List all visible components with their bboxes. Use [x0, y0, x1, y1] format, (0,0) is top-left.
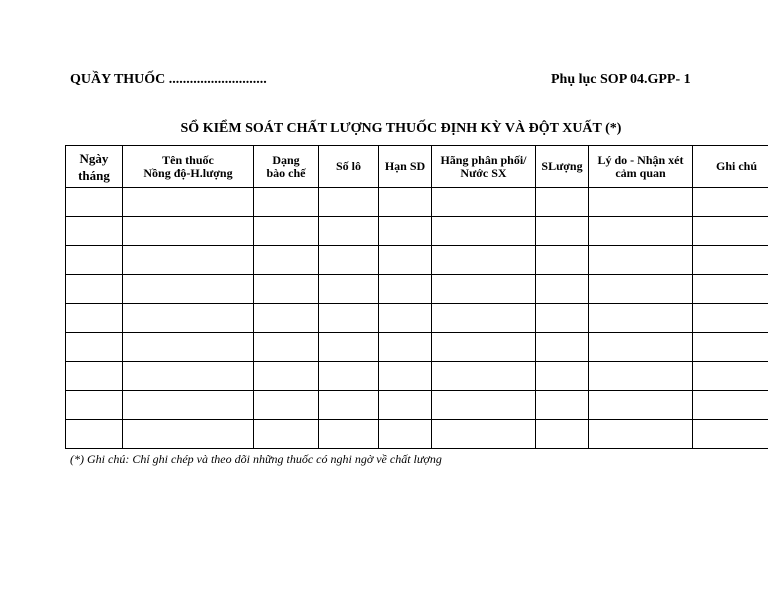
table-cell[interactable] — [254, 246, 319, 275]
table-cell[interactable] — [589, 391, 693, 420]
table-cell[interactable] — [432, 275, 536, 304]
table-cell[interactable] — [66, 420, 123, 449]
table-cell[interactable] — [319, 246, 379, 275]
table-cell[interactable] — [254, 304, 319, 333]
table-cell[interactable] — [123, 217, 254, 246]
table-cell[interactable] — [254, 362, 319, 391]
table-cell[interactable] — [123, 420, 254, 449]
table-cell[interactable] — [66, 188, 123, 217]
table-cell[interactable] — [432, 420, 536, 449]
table-cell[interactable] — [379, 420, 432, 449]
column-header-line: Lý do - Nhận xét — [597, 152, 684, 167]
table-cell[interactable] — [589, 188, 693, 217]
table-cell[interactable] — [379, 333, 432, 362]
table-cell[interactable] — [693, 188, 768, 217]
table-header-row — [66, 146, 768, 188]
table-cell[interactable] — [693, 304, 768, 333]
table-cell[interactable] — [589, 420, 693, 449]
column-header-date — [66, 146, 123, 188]
table-cell[interactable] — [693, 275, 768, 304]
table-cell[interactable] — [693, 246, 768, 275]
table-cell[interactable] — [693, 391, 768, 420]
column-header-notes — [693, 146, 768, 188]
table-cell[interactable] — [123, 188, 254, 217]
table-cell[interactable] — [432, 391, 536, 420]
table-row — [66, 246, 768, 275]
table-row — [66, 362, 768, 391]
table-cell[interactable] — [432, 304, 536, 333]
column-header-line: Hãng phân phối/ — [440, 152, 527, 167]
page-title: SỔ KIỂM SOÁT CHẤT LƯỢNG THUỐC ĐỊNH KỲ VÀ ĐỘT XUẤT (*) — [180, 121, 622, 136]
table-cell[interactable] — [319, 304, 379, 333]
table-cell[interactable] — [536, 246, 589, 275]
table-cell[interactable] — [123, 333, 254, 362]
table-cell[interactable] — [66, 246, 123, 275]
table-cell[interactable] — [536, 420, 589, 449]
table-body — [66, 188, 768, 449]
table-cell[interactable] — [432, 333, 536, 362]
table-cell[interactable] — [589, 362, 693, 391]
column-header-drug-name — [123, 146, 254, 188]
table-cell[interactable] — [254, 217, 319, 246]
column-header-line: Tên thuốc — [162, 152, 214, 167]
table-cell[interactable] — [432, 188, 536, 217]
table-cell[interactable] — [123, 304, 254, 333]
column-header-line: bào chế — [266, 165, 306, 180]
table-cell[interactable] — [379, 304, 432, 333]
table-cell[interactable] — [66, 304, 123, 333]
table-cell[interactable] — [123, 275, 254, 304]
table-cell[interactable] — [536, 275, 589, 304]
appendix-code: Phụ lục SOP 04.GPP- 1 — [551, 72, 691, 87]
pharmacy-name-field: QUẦY THUỐC ............................ — [70, 72, 267, 87]
table-cell[interactable] — [589, 275, 693, 304]
table-row — [66, 391, 768, 420]
table-row — [66, 333, 768, 362]
table-row — [66, 217, 768, 246]
table-cell[interactable] — [536, 217, 589, 246]
column-header-line: tháng — [78, 167, 110, 183]
table-cell[interactable] — [536, 362, 589, 391]
column-header-line: Hạn SD — [384, 159, 426, 173]
column-header-quantity — [536, 146, 589, 188]
table-cell[interactable] — [319, 188, 379, 217]
table-cell[interactable] — [693, 362, 768, 391]
table-cell[interactable] — [693, 217, 768, 246]
table-cell[interactable] — [123, 362, 254, 391]
column-header-dosage-form — [254, 146, 319, 188]
column-header-distributor — [432, 146, 536, 188]
table-cell[interactable] — [536, 304, 589, 333]
table-cell[interactable] — [319, 420, 379, 449]
column-header-reason — [589, 146, 693, 188]
table-cell[interactable] — [123, 391, 254, 420]
table-cell[interactable] — [254, 275, 319, 304]
table-cell[interactable] — [66, 275, 123, 304]
table-cell[interactable] — [379, 246, 432, 275]
table-cell[interactable] — [123, 246, 254, 275]
table-row — [66, 420, 768, 449]
table-cell[interactable] — [432, 217, 536, 246]
table-cell[interactable] — [319, 217, 379, 246]
footnote: (*) Ghi chú: Chỉ ghi chép và theo dõi những thuốc có nghi ngờ về chất lượng — [70, 452, 442, 466]
table-cell[interactable] — [379, 217, 432, 246]
table-cell[interactable] — [536, 333, 589, 362]
table-cell[interactable] — [432, 362, 536, 391]
column-header-line: Dạng — [272, 152, 300, 167]
column-header-line: Nồng độ-H.lượng — [143, 165, 233, 180]
table-cell[interactable] — [693, 333, 768, 362]
table-cell[interactable] — [254, 333, 319, 362]
column-header-line: Ghi chú — [715, 159, 757, 173]
table-cell[interactable] — [589, 217, 693, 246]
table-cell[interactable] — [66, 217, 123, 246]
table-cell[interactable] — [379, 362, 432, 391]
table-cell[interactable] — [379, 188, 432, 217]
table-cell[interactable] — [536, 188, 589, 217]
table-row — [66, 188, 768, 217]
table-cell[interactable] — [589, 304, 693, 333]
table-cell[interactable] — [319, 275, 379, 304]
table-cell[interactable] — [589, 333, 693, 362]
table-cell[interactable] — [589, 246, 693, 275]
table-row — [66, 275, 768, 304]
table-cell[interactable] — [66, 391, 123, 420]
quality-control-table — [65, 145, 768, 449]
table-cell[interactable] — [254, 420, 319, 449]
column-header-lot-number — [319, 146, 379, 188]
table-cell[interactable] — [254, 391, 319, 420]
table-cell[interactable] — [319, 391, 379, 420]
column-header-line: Ngày — [79, 150, 109, 166]
column-header-line: Số lô — [335, 159, 361, 173]
table-cell[interactable] — [66, 362, 123, 391]
table-cell[interactable] — [536, 391, 589, 420]
table-row — [66, 304, 768, 333]
column-header-expiry — [379, 146, 432, 188]
table-cell[interactable] — [693, 420, 768, 449]
table-cell[interactable] — [432, 246, 536, 275]
table-cell[interactable] — [379, 391, 432, 420]
table-cell[interactable] — [254, 188, 319, 217]
column-header-line: Nước SX — [460, 165, 507, 180]
column-header-line: SLượng — [541, 159, 583, 173]
column-header-line: cảm quan — [615, 165, 666, 180]
table-cell[interactable] — [379, 275, 432, 304]
table-cell[interactable] — [319, 333, 379, 362]
table-cell[interactable] — [66, 333, 123, 362]
table-cell[interactable] — [319, 362, 379, 391]
